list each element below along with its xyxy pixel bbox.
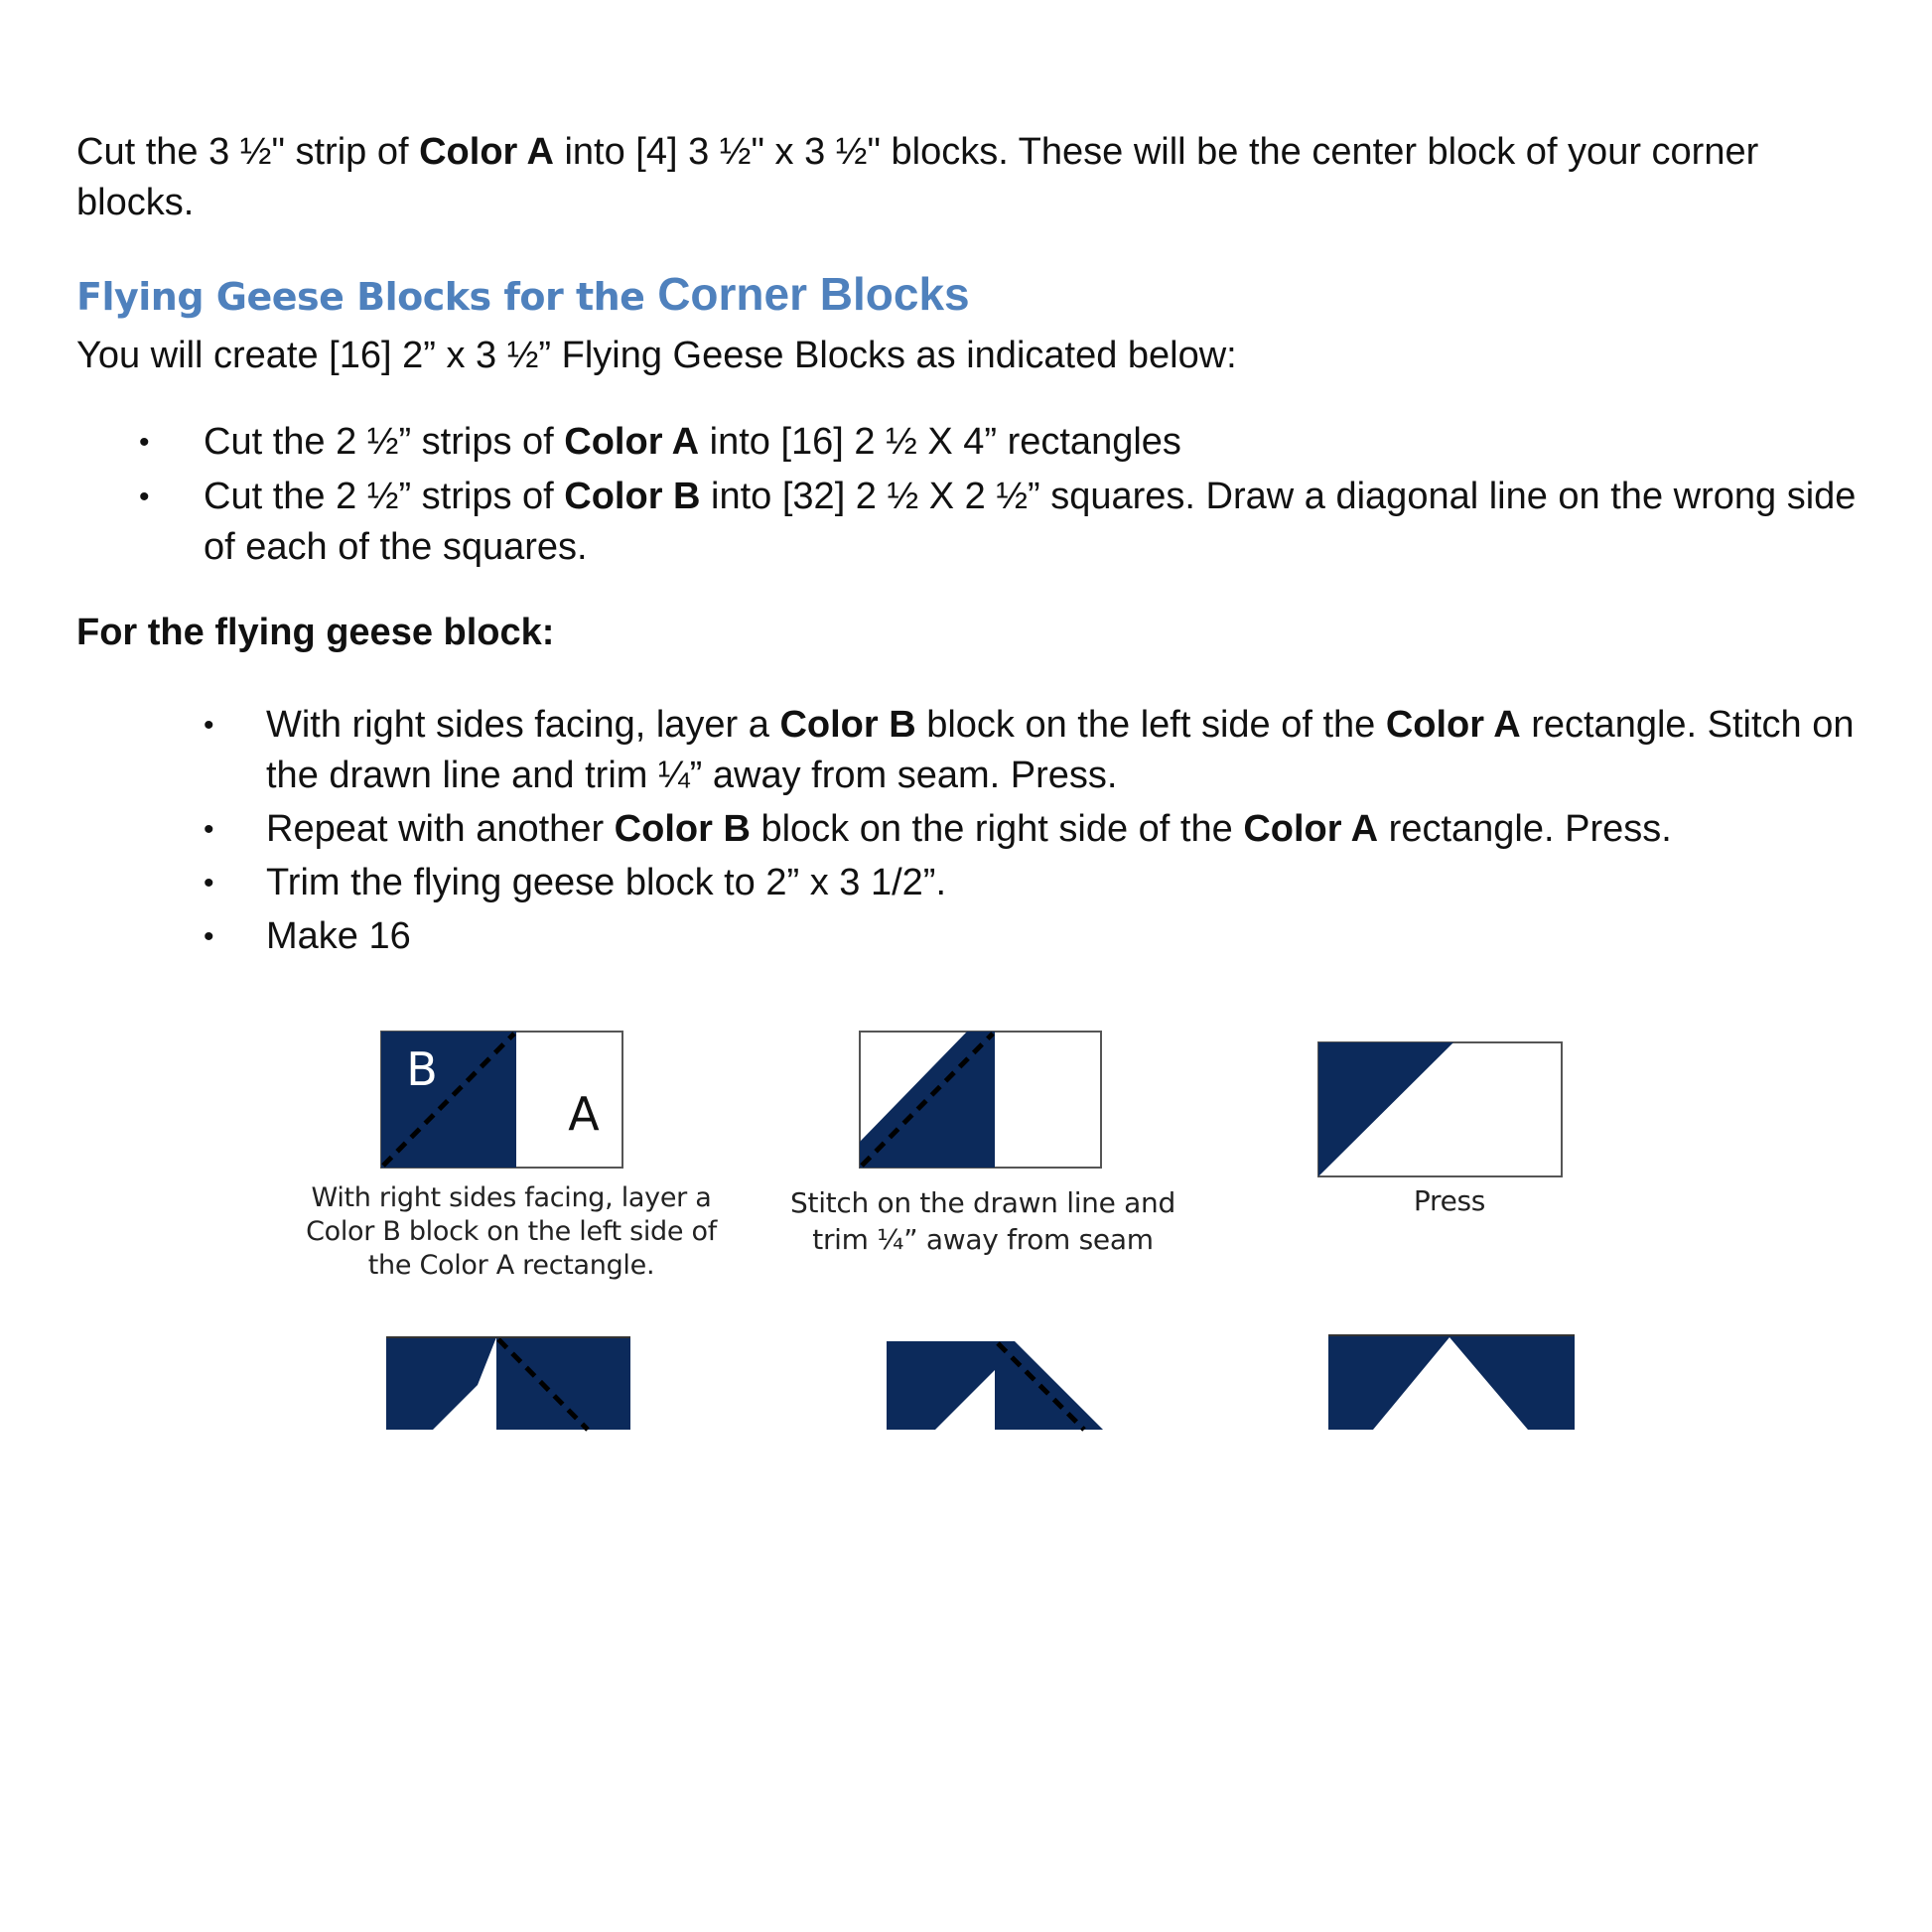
left-goose-triangle bbox=[386, 1337, 496, 1430]
caption-line: With right sides facing, layer a bbox=[311, 1182, 712, 1213]
list-item-bold: Color B bbox=[779, 704, 916, 746]
intro-text-1: Cut the 3 ½" strip of bbox=[76, 131, 420, 173]
list-item-bold: Color A bbox=[1243, 808, 1379, 850]
diagram-step-6 bbox=[1328, 1335, 1575, 1430]
list-item-text: block on the right side of the bbox=[750, 808, 1244, 850]
caption-step-3 bbox=[1340, 1184, 1559, 1218]
list-item-text: rectangle. Stitch on the drawn line and trim ¼” away from seam. Press. bbox=[266, 704, 1855, 796]
list-item-bold: Color B bbox=[564, 476, 701, 517]
list-item-text: block on the left side of the bbox=[915, 704, 1386, 746]
bullet-icon: • bbox=[204, 709, 214, 742]
heading-text: Flying Geese Blocks for the bbox=[76, 275, 658, 319]
caption-step-1 bbox=[298, 1181, 725, 1283]
caption-line: Color B block on the left side of bbox=[306, 1216, 717, 1247]
label-a: A bbox=[568, 1087, 600, 1141]
label-b: B bbox=[406, 1042, 438, 1096]
list-item-text: With right sides facing, layer a bbox=[266, 704, 780, 746]
heading-text-large: Corner Blocks bbox=[657, 268, 970, 320]
bullet-icon: • bbox=[204, 813, 214, 846]
diagram-step-1 bbox=[381, 1032, 622, 1168]
list-item-bold: Color A bbox=[564, 421, 700, 463]
list-item-text: Repeat with another bbox=[266, 808, 615, 850]
bullet-icon: • bbox=[204, 867, 214, 899]
list-item-text: Make 16 bbox=[266, 915, 411, 957]
caption-step-2 bbox=[774, 1184, 1191, 1258]
list-item-text: rectangle. Press. bbox=[1378, 808, 1672, 850]
color-b-square-right bbox=[496, 1337, 630, 1430]
list-item-text: Cut the 2 ½” strips of bbox=[204, 421, 565, 463]
diagram-step-4 bbox=[386, 1337, 630, 1430]
diagram-step-3 bbox=[1318, 1042, 1562, 1176]
diagram-step-5 bbox=[887, 1341, 1103, 1430]
caption-line: the Color A rectangle. bbox=[367, 1250, 655, 1281]
list-item-text: Cut the 2 ½” strips of bbox=[204, 476, 565, 517]
list-item-text: into [32] 2 ½ X 2 ½” squares. Draw a diagonal line on the wrong side of each of the squares. bbox=[204, 476, 1857, 568]
caption-line: Stitch on the drawn line and bbox=[790, 1186, 1175, 1219]
list-item-bold: Color B bbox=[614, 808, 751, 850]
bullet-icon: • bbox=[139, 481, 150, 513]
left-goose-triangle bbox=[887, 1341, 995, 1430]
list-item-text: Trim the flying geese block to 2” x 3 1/2”. bbox=[266, 862, 947, 903]
list-item-text: into [16] 2 ½ X 4” rectangles bbox=[699, 421, 1181, 463]
intro-bold-color-a: Color A bbox=[419, 131, 554, 173]
intro-text-2: into [4] 3 ½" x 3 ½" blocks. These will be the center block of your corner blocks. bbox=[76, 131, 1759, 223]
diagram-step-2 bbox=[860, 1032, 1101, 1168]
subheading: For the flying geese block: bbox=[76, 612, 555, 653]
caption-line: Press bbox=[1413, 1184, 1486, 1217]
list-item-bold: Color A bbox=[1385, 704, 1521, 746]
trimmed-right-triangle bbox=[995, 1341, 1103, 1430]
bullet-icon: • bbox=[139, 426, 150, 459]
create-paragraph: You will create [16] 2” x 3 ½” Flying Geese Blocks as indicated below: bbox=[76, 335, 1237, 376]
caption-line: trim ¼” away from seam bbox=[812, 1223, 1154, 1256]
bullet-icon: • bbox=[204, 920, 214, 953]
